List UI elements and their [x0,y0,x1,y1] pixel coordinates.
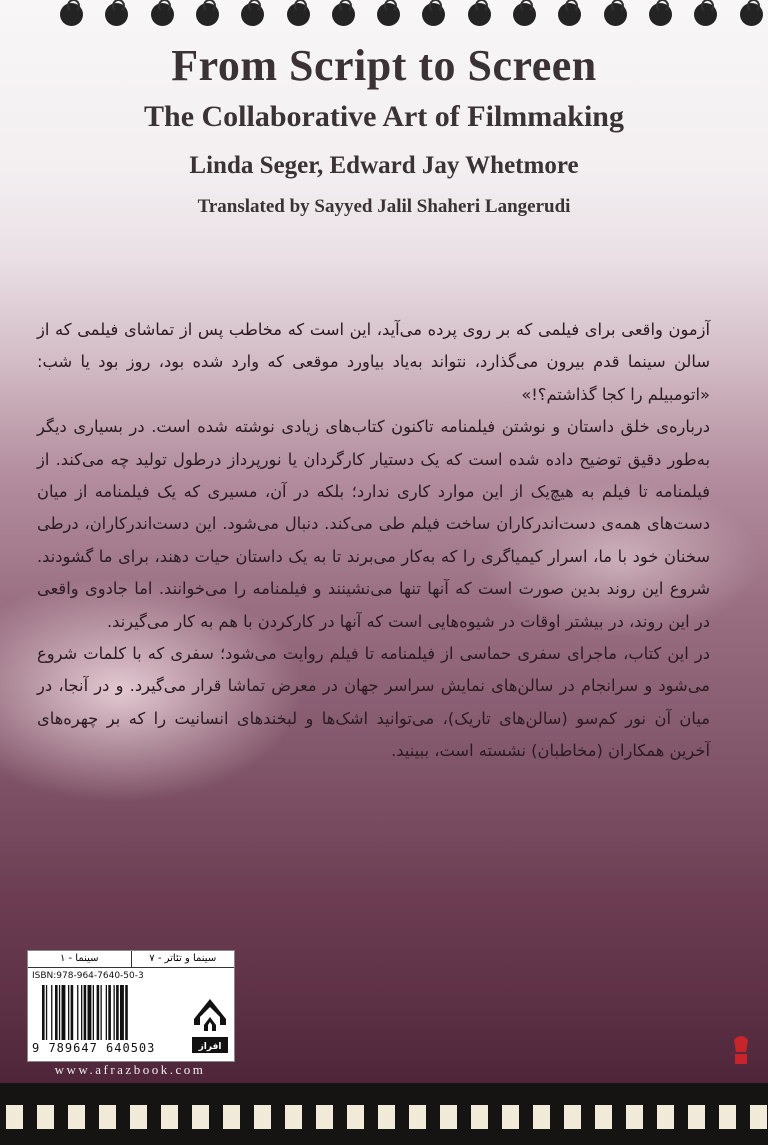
film-frame [688,1105,705,1129]
binding-hole-icon [604,3,627,26]
film-frame [161,1105,178,1129]
film-frame [68,1105,85,1129]
binding-hole-icon [422,3,445,26]
film-frame [6,1105,23,1129]
film-frame [626,1105,643,1129]
film-strip [0,1083,768,1145]
binding-hole-icon [332,3,355,26]
series-label-right: سینما - ۱ [59,953,99,964]
film-frames [0,1105,768,1129]
publisher-website: www.afrazbook.com [54,1062,206,1077]
film-frame [564,1105,581,1129]
binding-hole-icon [558,3,581,26]
film-frame [595,1105,612,1129]
film-frame [223,1105,240,1129]
blurb-text [37,314,710,768]
binding-hole-icon [377,3,400,26]
film-frame [409,1105,426,1129]
book-translator: Translated by Sayyed Jalil Shaheri Langerudi [197,196,571,217]
binding-hole-icon [241,3,264,26]
isbn-text: ISBN:978-964-7640-50-3 [32,971,144,981]
blurb-paragraph: در این کتاب، ماجرای سفری حماسی از فیلمنامه تا فیلم روایت می‌شود؛ سفری که با کلمات شروع می‌شود و سرانجام در سالن‌های نمایش سراسر جهان در معرض تماشا قرار می‌گیرد. و در آنجا، در میان آن نور کم‌سو (سالن‌های تاریک)، می‌توانید اشک‌ها و لبخندهای انسانیت را که بر چهره‌های آخرین همکاران (مخاطبان) نشسته است، ببینید. [37,644,710,761]
film-frame [440,1105,457,1129]
binding-hole-icon [694,3,717,26]
binding-hole-icon [649,3,672,26]
logo-text: افراز [198,1042,222,1052]
series-label-left: سینما و تئاتر - ۷ [131,951,235,967]
blurb-paragraph: آزمون واقعی برای فیلمی که بر روی پرده می‌آید، این است که مخاطب پس از تماشای فیلمی که از سالن سینما قدم بیرون می‌گذارد، نتواند به‌یاد بیاورد موقعی که وارد شده بود، روز بود یا شب: «اتومبیلم را کجا گذاشتم؟!» [37,320,710,404]
cover-header [0,38,768,219]
film-frame [254,1105,271,1129]
afraz-logo-icon [190,985,230,1055]
film-frame [37,1105,54,1129]
barcode-digits: 9 789647 640503 [32,1041,156,1055]
film-frame [471,1105,488,1129]
binding-hole-icon [468,3,491,26]
film-frame [130,1105,147,1129]
binding-hole-icon [287,3,310,26]
book-authors: Linda Seger, Edward Jay Whetmore [189,152,579,179]
binding-hole-icon [151,3,174,26]
film-frame [750,1105,767,1129]
blurb-paragraph: درباره‌ی خلق داستان و نوشتن فیلمنامه تاکنون کتاب‌های زیادی نوشته شده است. در بسیاری دیگر به‌طور دقیق توضیح داده شده است که یک دستیار کارگردان یا نورپرداز درطول تولید چه می‌کند. از فیلمنامه تا فیلم به هیچ‌یک از این موارد کاری ندارد؛ بلکه در آن، مسیری که یک فیلمنامه از میان دست‌های همه‌ی دست‌اندرکاران ساخت فیلم طی می‌کند. دنبال می‌شود. این دست‌اندرکاران، درطی سخنان خود با ما، اسرار کیمیاگری را که به‌کار می‌برند تا به یک داستان حیات دهند، برای ما گشودند. شروع این روند بدین صورت است که آنها تنها می‌نشینند و فیلمنامه را می‌خوانند. اما جادوی واقعی در این روند، در بیشتر اوقات در شیوه‌هایی است که آنها در کارکردن با هم به کار می‌گیرند. [37,417,710,631]
binding-hole-icon [513,3,536,26]
book-subtitle: The Collaborative Art of Filmmaking [144,100,624,133]
book-title: From Script to Screen [171,41,597,90]
film-frame [347,1105,364,1129]
spiral-binding [0,0,768,30]
film-frame [533,1105,550,1129]
film-frame [99,1105,116,1129]
film-frame [719,1105,736,1129]
film-frame [285,1105,302,1129]
binding-hole-icon [105,3,128,26]
publisher-mark-icon [728,1030,754,1070]
film-frame [192,1105,209,1129]
film-frame [378,1105,395,1129]
barcode-icon [40,985,180,1040]
series-row [28,951,234,968]
barcode-box [27,950,235,1062]
film-frame [316,1105,333,1129]
binding-hole-icon [196,3,219,26]
film-frame [502,1105,519,1129]
binding-hole-icon [740,3,763,26]
film-frame [657,1105,674,1129]
binding-hole-icon [60,3,83,26]
